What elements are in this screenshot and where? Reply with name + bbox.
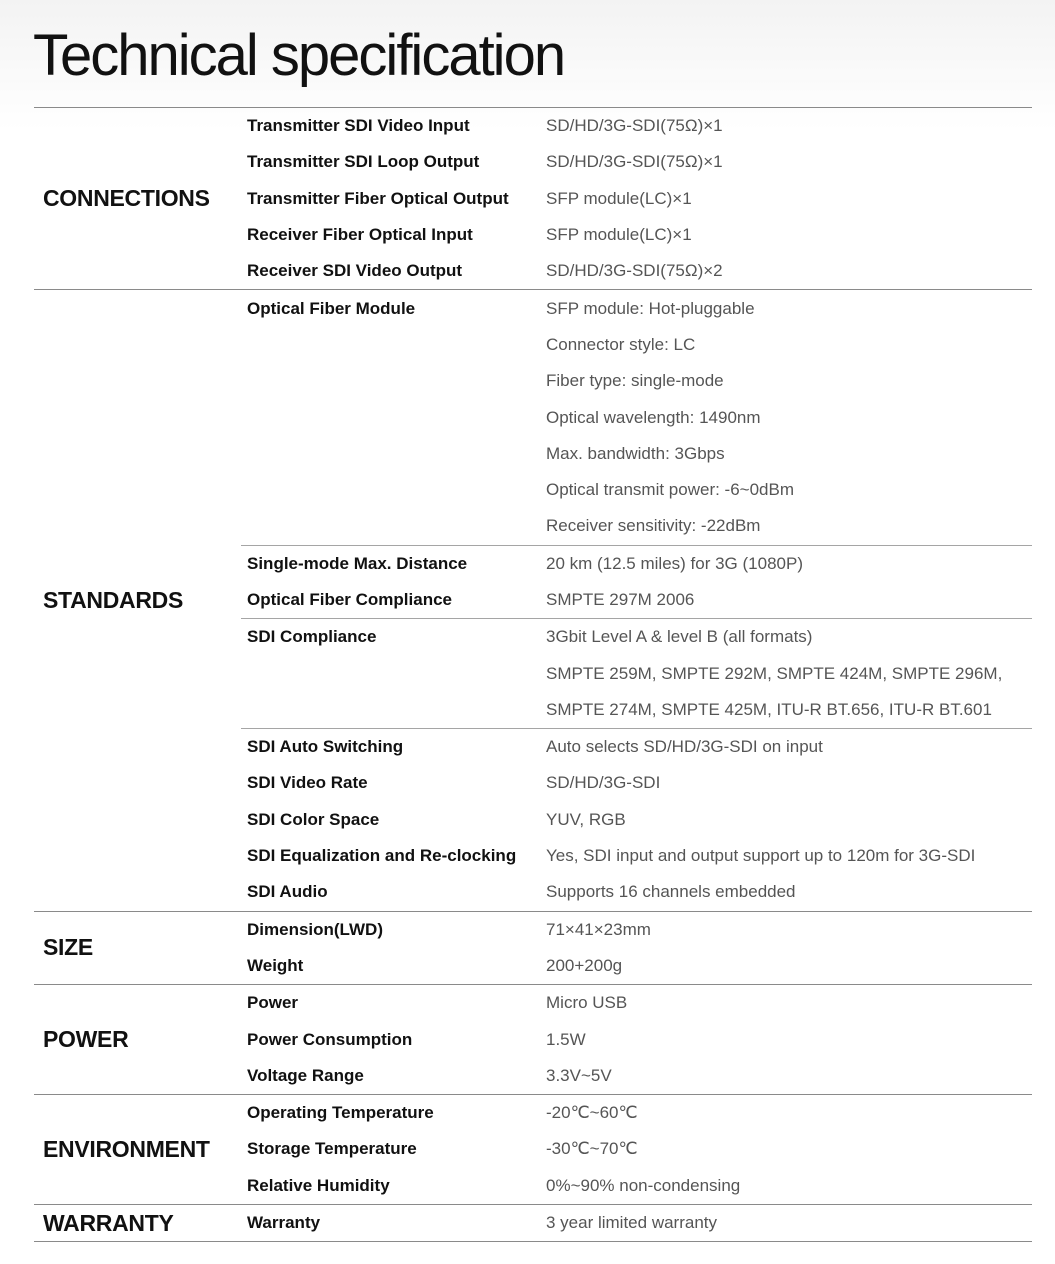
spec-value: 3.3V~5V bbox=[546, 1065, 612, 1085]
spec-group bbox=[241, 985, 1032, 1094]
spec-value: SMPTE 274M, SMPTE 425M, ITU-R BT.656, ITU-R BT.601 bbox=[546, 699, 992, 719]
spec-row bbox=[241, 144, 1032, 180]
spec-row bbox=[241, 546, 1032, 582]
spec-row bbox=[241, 985, 1032, 1021]
spec-value: SD/HD/3G-SDI(75Ω)×1 bbox=[546, 116, 723, 136]
spec-value: 71×41×23mm bbox=[546, 919, 651, 939]
spec-group bbox=[241, 290, 1032, 544]
spec-value: Yes, SDI input and output support up to 120m for 3G-SDI bbox=[546, 846, 976, 866]
section-label: ENVIRONMENT bbox=[43, 1135, 210, 1162]
section-label: STANDARDS bbox=[43, 587, 183, 613]
spec-name: Voltage Range bbox=[247, 1065, 364, 1085]
spec-row bbox=[241, 327, 1032, 363]
spec-name: SDI Audio bbox=[247, 882, 328, 902]
spec-name: SDI Auto Switching bbox=[247, 737, 404, 757]
section-label: CONNECTIONS bbox=[43, 185, 210, 212]
spec-name: Transmitter Fiber Optical Output bbox=[247, 188, 509, 208]
spec-name: Warranty bbox=[247, 1213, 321, 1233]
spec-row bbox=[241, 912, 1032, 948]
section-body bbox=[241, 108, 1032, 289]
section-body bbox=[241, 912, 1032, 985]
spec-value: 3 year limited warranty bbox=[546, 1213, 718, 1233]
spec-row bbox=[241, 765, 1032, 801]
spec-value: 20 km (12.5 miles) for 3G (1080P) bbox=[546, 553, 803, 573]
spec-group bbox=[241, 545, 1032, 619]
spec-name: Operating Temperature bbox=[247, 1103, 434, 1123]
spec-value: Receiver sensitivity: -22dBm bbox=[546, 516, 761, 536]
spec-row bbox=[241, 1058, 1032, 1094]
spec-name: Power bbox=[247, 993, 299, 1013]
spec-row bbox=[241, 1131, 1032, 1167]
spec-value: SMPTE 297M 2006 bbox=[546, 590, 695, 609]
spec-value: SD/HD/3G-SDI(75Ω)×2 bbox=[546, 261, 723, 281]
spec-name: SDI Color Space bbox=[247, 809, 380, 829]
spec-name: Optical Fiber Compliance bbox=[247, 590, 452, 609]
spec-row bbox=[241, 217, 1032, 253]
spec-row bbox=[241, 181, 1032, 217]
spec-row bbox=[241, 472, 1032, 508]
section-label: WARRANTY bbox=[43, 1209, 174, 1236]
spec-name: Single-mode Max. Distance bbox=[247, 553, 468, 573]
spec-value: Max. bandwidth: 3Gbps bbox=[546, 443, 725, 463]
spec-value: SMPTE 259M, SMPTE 292M, SMPTE 424M, SMPTE 296M, bbox=[546, 663, 1003, 683]
spec-value: Optical wavelength: 1490nm bbox=[546, 407, 761, 427]
spec-row bbox=[241, 692, 1032, 728]
spec-value: 200+200g bbox=[546, 955, 623, 975]
spec-value: -30℃~70℃ bbox=[546, 1139, 638, 1159]
spec-row bbox=[241, 508, 1032, 544]
spec-section-standards bbox=[34, 290, 1032, 911]
spec-row bbox=[241, 802, 1032, 838]
spec-name: Optical Fiber Module bbox=[247, 298, 416, 318]
spec-value: YUV, RGB bbox=[546, 809, 626, 829]
spec-row bbox=[241, 399, 1032, 435]
spec-group bbox=[241, 618, 1032, 728]
spec-name: Dimension(LWD) bbox=[247, 919, 383, 939]
spec-row bbox=[241, 619, 1032, 655]
spec-value: Optical transmit power: -6~0dBm bbox=[546, 480, 795, 500]
spec-name: Receiver Fiber Optical Input bbox=[247, 225, 473, 245]
section-label: SIZE bbox=[43, 934, 93, 961]
spec-value: SFP module(LC)×1 bbox=[546, 188, 692, 208]
spec-value: Micro USB bbox=[546, 993, 628, 1013]
spec-value: 1.5W bbox=[546, 1029, 586, 1049]
spec-name: Relative Humidity bbox=[247, 1175, 390, 1195]
spec-row bbox=[241, 290, 1032, 326]
spec-group bbox=[241, 912, 1032, 985]
spec-row bbox=[241, 874, 1032, 910]
spec-value: SD/HD/3G-SDI(75Ω)×1 bbox=[546, 152, 723, 172]
spec-value: Auto selects SD/HD/3G-SDI on input bbox=[546, 737, 823, 757]
spec-name: SDI Equalization and Re-clocking bbox=[247, 846, 517, 866]
spec-name: Transmitter SDI Video Input bbox=[247, 116, 470, 136]
spec-row bbox=[241, 108, 1032, 144]
spec-row bbox=[241, 436, 1032, 472]
spec-value: SFP module: Hot-pluggable bbox=[546, 298, 755, 318]
spec-row bbox=[241, 1168, 1032, 1204]
spec-value: Supports 16 channels embedded bbox=[546, 882, 796, 902]
spec-group bbox=[241, 1095, 1032, 1204]
spec-row bbox=[241, 582, 1032, 618]
spec-value: 3Gbit Level A & level B (all formats) bbox=[546, 627, 813, 647]
spec-row bbox=[241, 1205, 1032, 1241]
spec-section-connections bbox=[34, 108, 1032, 290]
page-title: Technical specification bbox=[33, 23, 565, 88]
section-body bbox=[241, 1095, 1032, 1204]
spec-section-size bbox=[34, 912, 1032, 986]
spec-name: Transmitter SDI Loop Output bbox=[247, 152, 480, 172]
spec-row bbox=[241, 253, 1032, 289]
spec-row bbox=[241, 1095, 1032, 1131]
spec-value: Fiber type: single-mode bbox=[546, 371, 724, 391]
spec-value: -20℃~60℃ bbox=[546, 1103, 638, 1123]
spec-row bbox=[241, 655, 1032, 691]
spec-value: SD/HD/3G-SDI bbox=[546, 773, 661, 793]
spec-name: SDI Video Rate bbox=[247, 773, 368, 793]
spec-name: SDI Compliance bbox=[247, 627, 377, 647]
spec-name: Power Consumption bbox=[247, 1029, 413, 1049]
spec-row bbox=[241, 729, 1032, 765]
section-body bbox=[241, 1205, 1032, 1241]
spec-group bbox=[241, 108, 1032, 289]
spec-value: SFP module(LC)×1 bbox=[546, 225, 692, 245]
spec-row bbox=[241, 1021, 1032, 1057]
spec-name: Storage Temperature bbox=[247, 1139, 417, 1159]
spec-group bbox=[241, 728, 1032, 910]
spec-section-environment bbox=[34, 1095, 1032, 1205]
spec-name: Weight bbox=[247, 955, 304, 975]
spec-value: Connector style: LC bbox=[546, 334, 696, 354]
section-label: POWER bbox=[43, 1026, 129, 1053]
spec-table bbox=[34, 107, 1032, 1242]
spec-row bbox=[241, 838, 1032, 874]
spec-section-warranty bbox=[34, 1205, 1032, 1242]
spec-value: 0%~90% non-condensing bbox=[546, 1175, 741, 1195]
spec-row bbox=[241, 948, 1032, 984]
spec-row bbox=[241, 363, 1032, 399]
spec-name: Receiver SDI Video Output bbox=[247, 261, 463, 281]
section-body bbox=[241, 985, 1032, 1094]
spec-section-power bbox=[34, 985, 1032, 1095]
section-body bbox=[241, 290, 1032, 910]
spec-group bbox=[241, 1205, 1032, 1241]
